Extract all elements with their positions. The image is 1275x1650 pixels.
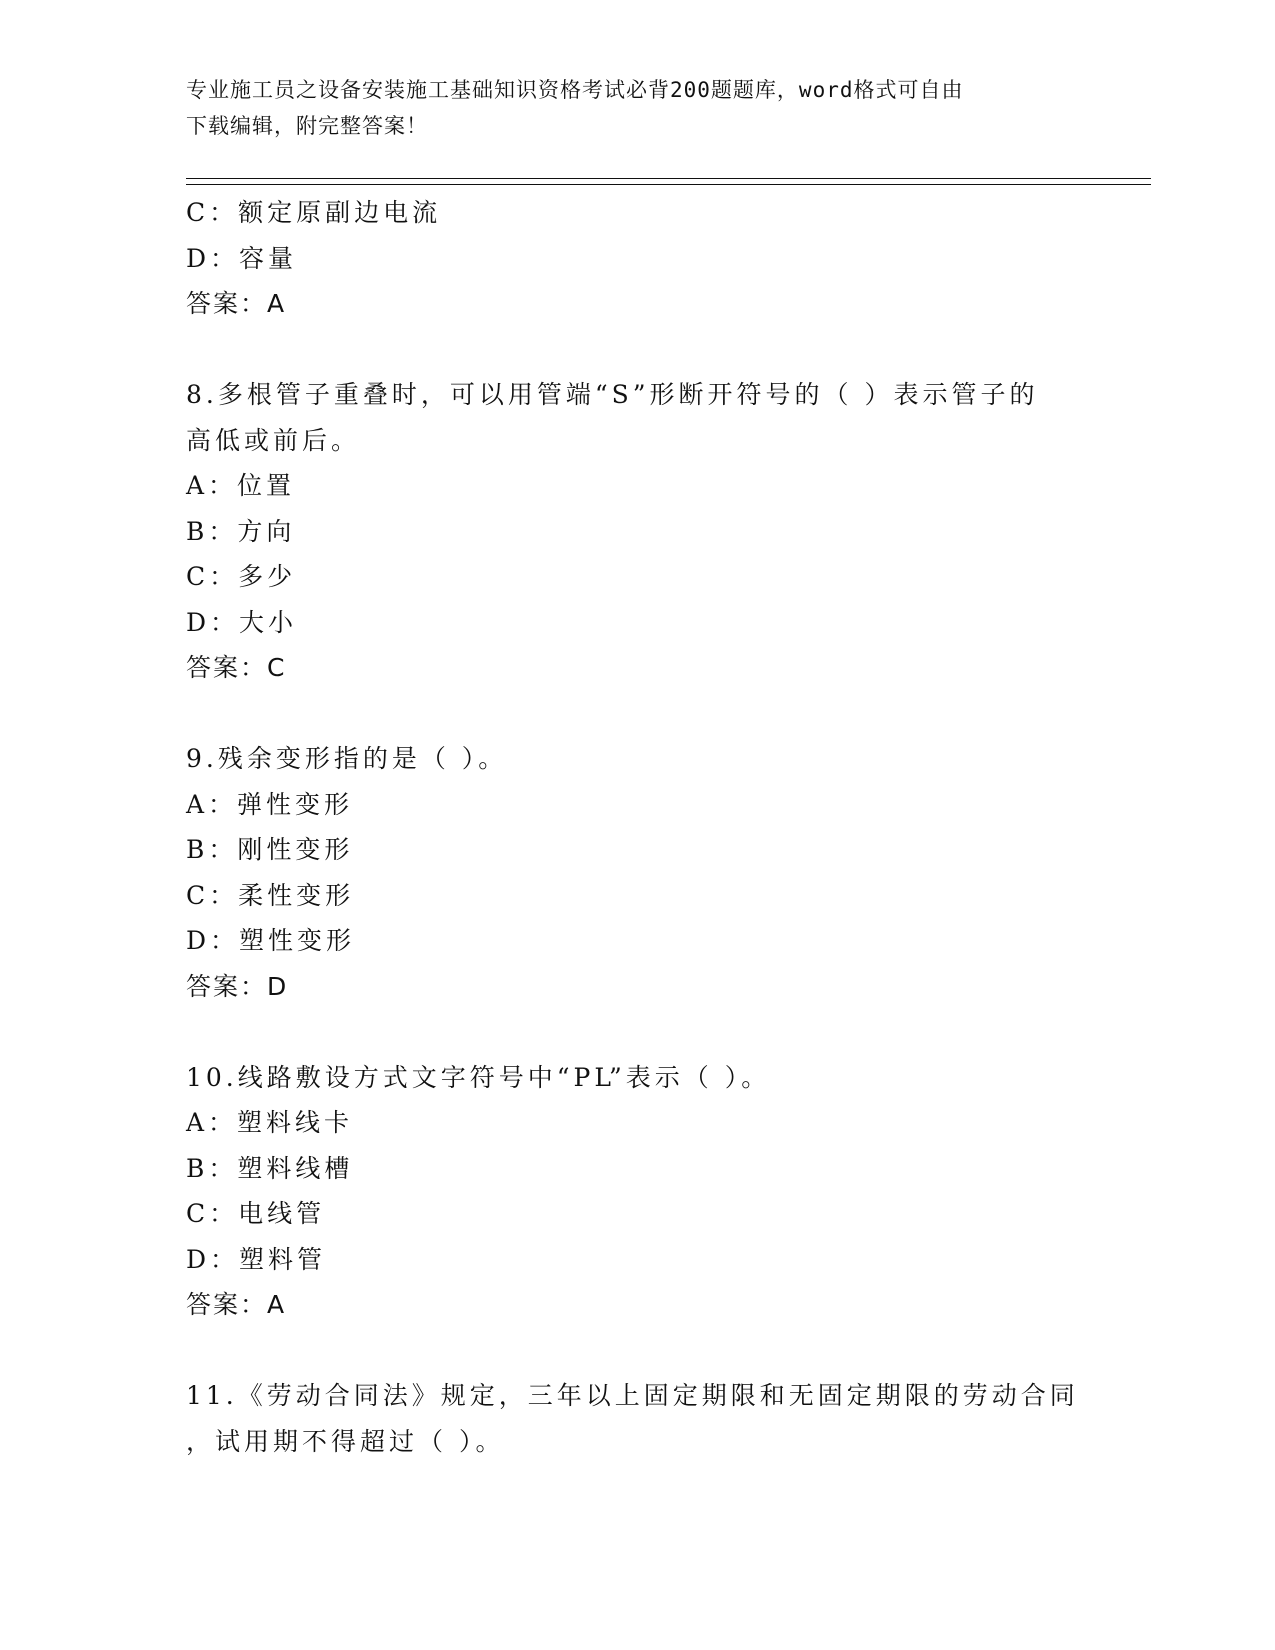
answer-line: 答案：D (186, 971, 289, 1001)
option-a: A：位置 (186, 471, 296, 500)
option-c: C：电线管 (186, 1199, 326, 1228)
option-a: A：塑料线卡 (186, 1108, 354, 1137)
question-stem-line-2: 高低或前后。 (186, 425, 361, 455)
question-stem-line-2: ，试用期不得超过（ ）。 (186, 1426, 505, 1456)
question-7-continued (186, 190, 1086, 327)
header-divider-top (186, 178, 1151, 179)
question-stem-line-1: 10.线路敷设方式文字符号中“PL”表示（ ）。 (186, 1062, 771, 1092)
option-a: A：弹性变形 (186, 789, 354, 819)
question-9 (186, 736, 1086, 1009)
option-c: C：多少 (186, 562, 297, 591)
document-header (186, 72, 1086, 144)
option-b: B：塑料线槽 (186, 1153, 354, 1183)
spacer (186, 1009, 1086, 1055)
spacer (186, 1328, 1086, 1374)
question-11 (186, 1373, 1086, 1464)
header-line-2: 下载编辑，附完整答案！ (186, 114, 428, 138)
answer-line: 答案：A (186, 289, 287, 318)
question-stem-line-1: 9.残余变形指的是（ ）。 (186, 744, 508, 773)
question-10 (186, 1055, 1086, 1328)
option-b: B：刚性变形 (186, 835, 354, 864)
option-b: B：方向 (186, 516, 296, 546)
answer-line: 答案：A (186, 1290, 287, 1319)
option-c: C：柔性变形 (186, 880, 355, 910)
question-stem-line-1: 8.多根管子重叠时，可以用管端“S”形断开符号的（ ）表示管子的 (186, 380, 1039, 409)
header-divider-bottom (186, 184, 1151, 185)
question-stem-line-1: 11.《劳动合同法》规定，三年以上固定期限和无固定期限的劳动合同 (186, 1381, 1079, 1410)
question-8 (186, 372, 1086, 691)
answer-line: 答案：C (186, 653, 287, 682)
option-c: C：额定原副边电流 (186, 198, 442, 227)
option-d: D：塑料管 (186, 1244, 327, 1274)
question-content (186, 190, 1086, 1464)
option-d: D：大小 (186, 607, 298, 637)
option-d: D：容量 (186, 243, 298, 273)
option-d: D：塑性变形 (186, 926, 356, 955)
spacer (186, 327, 1086, 373)
header-line-1: 专业施工员之设备安装施工基础知识资格考试必背200题题库，word格式可自由 (186, 78, 964, 102)
spacer (186, 691, 1086, 737)
